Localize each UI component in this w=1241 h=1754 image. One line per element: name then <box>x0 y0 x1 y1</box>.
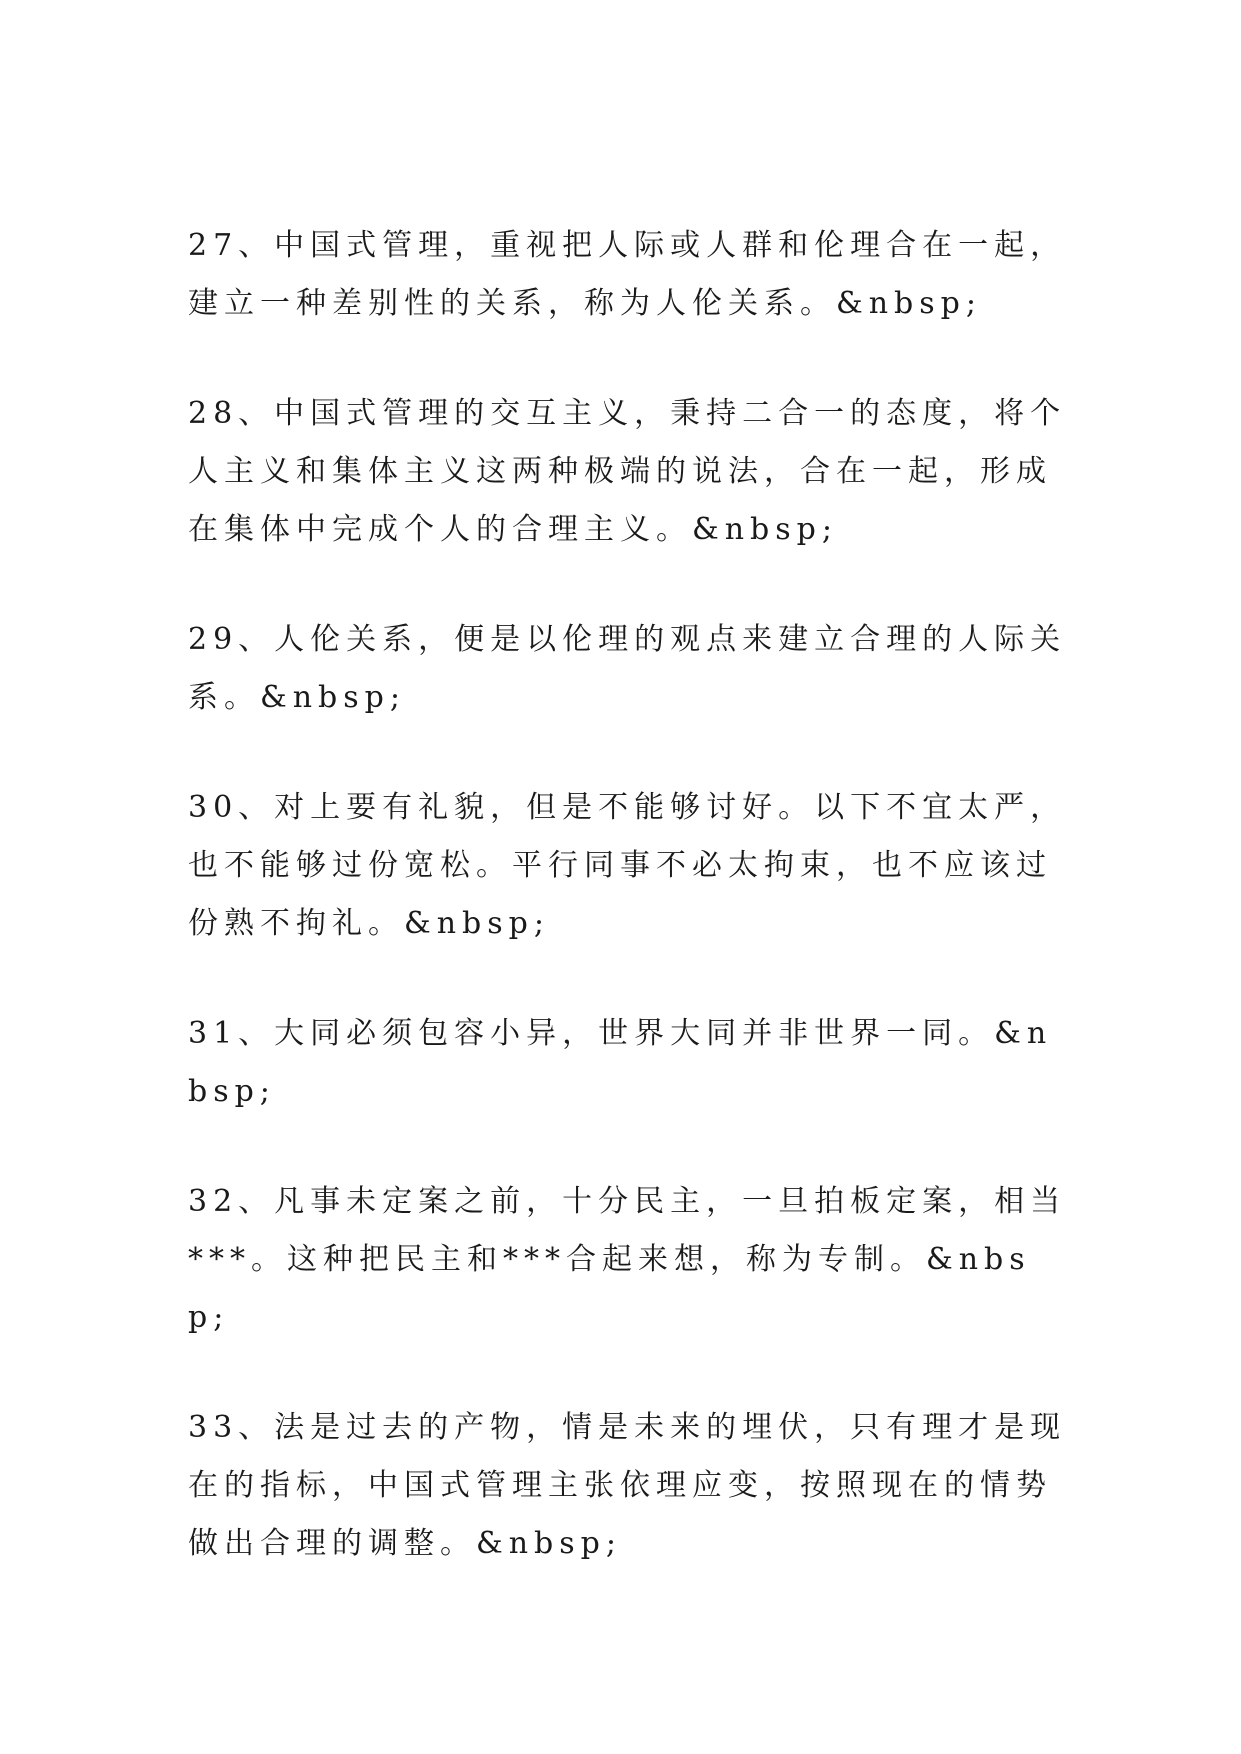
paragraph-33: 33、法是过去的产物，情是未来的埋伏，只有理才是现在的指标，中国式管理主张依理应变，按照现在的情势做出合理的调整。&nbsp; <box>188 1410 1067 1561</box>
paragraph-32: 32、凡事未定案之前，十分民主，一旦拍板定案，相当***。这种把民主和***合起来想，称为专制。&nbsp; <box>188 1184 1067 1335</box>
document-body <box>188 217 1068 1625</box>
paragraph-27: 27、中国式管理，重视把人际或人群和伦理合在一起，建立一种差别性的关系，称为人伦关系。&nbsp; <box>188 228 1067 321</box>
paragraph-31: 31、大同必须包容小异，世界大同并非世界一同。&nbsp; <box>188 1016 1053 1109</box>
paragraph-28: 28、中国式管理的交互主义，秉持二合一的态度，将个人主义和集体主义这两种极端的说法，合在一起，形成在集体中完成个人的合理主义。&nbsp; <box>188 396 1067 547</box>
paragraph-30: 30、对上要有礼貌，但是不能够讨好。以下不宜太严，也不能够过份宽松。平行同事不必太拘束，也不应该过份熟不拘礼。&nbsp; <box>188 790 1067 941</box>
paragraph-29: 29、人伦关系，便是以伦理的观点来建立合理的人际关系。&nbsp; <box>188 622 1067 715</box>
